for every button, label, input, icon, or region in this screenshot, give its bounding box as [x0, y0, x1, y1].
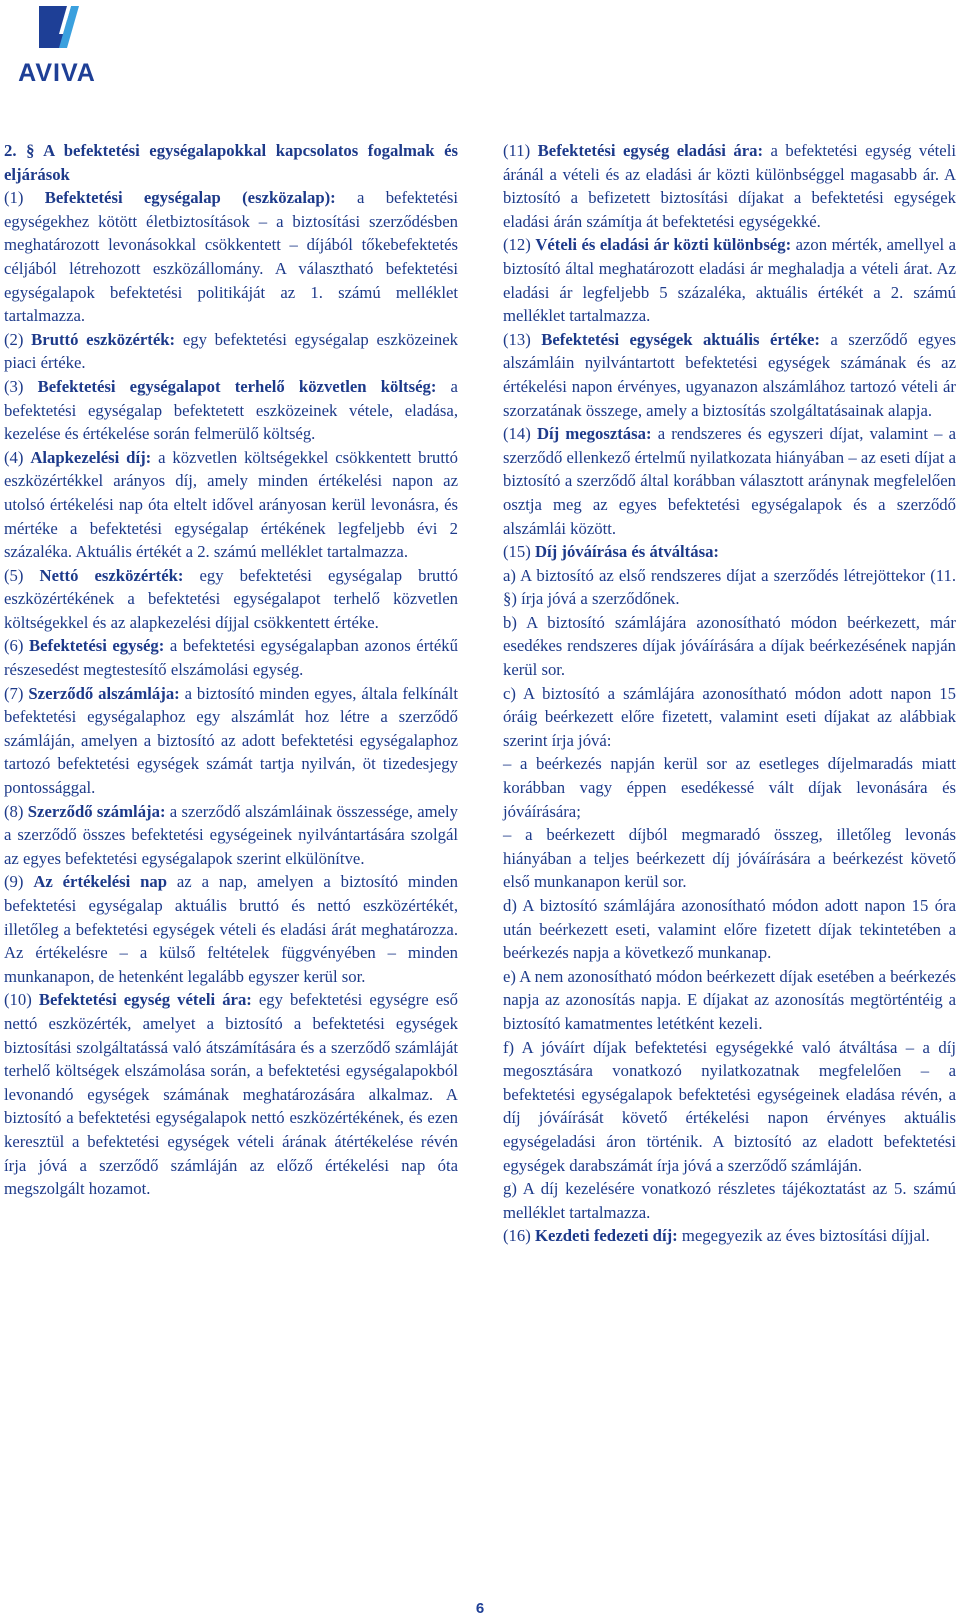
- paragraph-number: (9): [4, 872, 34, 892]
- paragraph-number: (2): [4, 329, 32, 349]
- aviva-logo-text: AVIVA: [18, 59, 96, 87]
- paragraph: [503, 894, 956, 965]
- term-heading: Díj jóváírása és átváltása:: [534, 542, 719, 562]
- paragraph: [4, 375, 458, 446]
- page-number: 6: [475, 1600, 485, 1617]
- paragraph: [503, 823, 956, 894]
- paragraph: [503, 1036, 956, 1178]
- term-heading: Befektetési egység:: [29, 636, 165, 656]
- paragraph: [503, 139, 956, 233]
- paragraph: [4, 186, 458, 328]
- paragraph-text: a szerződő egyes alszámláin nyilvántartott befektetési egységek számának és az értékelési napon érvényes, ugyanazon alszámlához tartozó vételi ár szorzatának összege, amely a biztosítás szolgáltatásainak alapja.: [503, 329, 956, 420]
- term-heading: Befektetési egység vételi ára:: [38, 990, 252, 1010]
- paragraph: [503, 233, 956, 327]
- paragraph-text: a biztosító minden egyes, általa felkínált befektetési egységalaphoz egy alszámlát hoz létre a szerződő számláján, amelyen a biztosító az adott befektetési egységalaphoz tartozó befektetési egységek számát tartja nyilván, öt tizedesjegy pontossággal.: [4, 683, 458, 798]
- term-heading: Díj megosztása:: [536, 424, 652, 444]
- term-heading: 2. § A befektetési egységalapokkal kapcsolatos fogalmak és eljárások: [4, 141, 458, 184]
- paragraph-text: a befektetési egységekhez kötött életbiztosítások – a biztosítási szerződésben meghatározott levonásokkal csökkentett – díjából tőkebefektetés céljából létrehozott eszközállomány. A választható befektetési egységalapok befektetési politikáját az 1. számú melléklet tartalmazza.: [4, 188, 458, 326]
- paragraph-text: c) A biztosító a számlájára azonosítható módon adott napon 15 óráig beérkezett előre fizetett, valamint eseti díjakat az alábbiak szerint írja jóvá:: [503, 683, 956, 750]
- paragraph-number: (7): [4, 683, 29, 703]
- paragraph-text: a) A biztosító az első rendszeres díjat a szerződés létrejöttekor (11. §) írja jóvá a szerződőnek.: [503, 565, 956, 609]
- paragraph-number: (6): [4, 636, 30, 656]
- paragraph-text: g) A díj kezelésére vonatkozó részletes tájékoztatást az 5. számú melléklet tartalmazza.: [503, 1179, 956, 1222]
- term-heading: Az értékelési nap: [33, 872, 168, 892]
- paragraph: [4, 634, 458, 681]
- paragraph-text: megegyezik az éves biztosítási díjjal.: [677, 1226, 930, 1246]
- paragraph: [4, 139, 458, 186]
- paragraph-text: a befektetési egységalap befektetett eszközeinek vétele, eladása, kezelése és értékelése során felmerülő költség.: [4, 376, 458, 444]
- paragraph-text: a közvetlen költségekkel csökkentett bruttó eszközértékkel arányos díj, amely minden értékelési napon az utolsó értékelési nap óta eltelt idővel arányosan kerül levonásra, és mértéke a befektetési egységalap értékének legfeljebb évi 2 százaléka. Aktuális értékét a 2. számú melléklet tartalmazza.: [4, 447, 458, 562]
- term-heading: Alapkezelési díj:: [30, 447, 152, 467]
- paragraph: [4, 870, 458, 988]
- term-heading: Nettó eszközérték:: [39, 565, 184, 585]
- paragraph: [503, 540, 956, 564]
- paragraph-text: a szerződő alszámláinak összessége, amely a szerződő összes befektetési egységeinek nyilvántartására szolgál az egyes befektetési egységalapok szerint elkülönítve.: [4, 801, 458, 868]
- paragraph-number: (11): [503, 141, 538, 160]
- paragraph-text: – a beérkezett díjból megmaradó összeg, illetőleg levonás hiányában a teljes beérkezett díj jóváírására a beérkezést követő első munkanapon kerül sor.: [503, 825, 956, 892]
- paragraph: [503, 611, 956, 682]
- aviva-logo: [5, 6, 109, 87]
- term-heading: Szerződő alszámlája:: [28, 683, 180, 703]
- paragraph-text: e) A nem azonosítható módon beérkezett díjak esetében a beérkezés napja az azonosítás napja. E díjakat az azonosítás megtörténtéig a biztosító kamatmentes letétként kezeli.: [503, 966, 956, 1033]
- paragraph-number: (12): [503, 235, 536, 255]
- paragraph: [4, 682, 458, 800]
- paragraph-text: azon mérték, amellyel a biztosító által meghatározott eladási ár meghaladja a vételi árat. Az eladási ár legfeljebb 5 százaléka, aktuális értékét a 2. számú melléklet tartalmazza.: [503, 235, 956, 326]
- term-heading: Kezdeti fedezeti díj:: [534, 1226, 678, 1246]
- paragraph: [503, 1224, 956, 1248]
- paragraph-number: (8): [4, 801, 28, 821]
- paragraph-text: a befektetési egység vételi áránál a vételi és az eladási ár közti különbséggel magasabb ár. A biztosító a befizetett biztosítási díjakat a befektetési egységek eladási árán számítja át befektetési egységekké.: [503, 141, 956, 231]
- paragraph: [503, 422, 956, 540]
- paragraph-text: d) A biztosító számlájára azonosítható módon adott napon 15 óra után beérkezett eseti, valamint előre fizetett díjak tekintetében a beérkezés napja a következő munkanap.: [503, 896, 956, 963]
- paragraph: [4, 328, 458, 375]
- term-heading: Vételi és eladási ár közti különbség:: [535, 235, 792, 255]
- paragraph: [4, 988, 458, 1200]
- paragraph: [503, 564, 956, 611]
- paragraph-text: egy befektetési egységalap eszközeinek piaci értéke.: [4, 329, 458, 373]
- paragraph-text: a rendszeres és egyszeri díjat, valamint – a szerződő ellenkező értelmű nyilatkozata hiányában – az eseti díjat a biztosító a szerződő által korábban választott aránynak megfelelően osztja meg az egyes befektetési egységalapok és a szerződő alszámlái között.: [503, 424, 957, 538]
- paragraph-text: egy befektetési egységre eső nettó eszközérték, amelyet a biztosító a befektetési egységek biztosítási szolgáltatássá való átszámítására és a szerződő számláját terhelő költségek elszámolása során, a befektetési egységalapokból levonandó egységek számának meghatározására alkalmaz. A biztosító a befektetési egységalapok nettó eszközértékének, és ezen keresztül a befektetési egységek vételi árának átértékelése révén írja jóvá a szerződő számláján az előző értékelési nap óta megszolgált hozamot.: [4, 990, 458, 1199]
- aviva-logo-mark: [5, 6, 109, 60]
- paragraph-number: (5): [4, 565, 40, 585]
- paragraph: [503, 328, 956, 422]
- term-heading: Befektetési egység eladási ára:: [537, 141, 764, 160]
- term-heading: Befektetési egységalap (eszközalap):: [44, 188, 336, 208]
- paragraph-number: (15): [503, 542, 535, 562]
- paragraph-text: b) A biztosító számlájára azonosítható módon beérkezett, már esedékes rendszeres díjak jóváírására a díjak beérkezésének napján kerül sor.: [503, 612, 956, 680]
- paragraph-text: az a nap, amelyen a biztosító minden befektetési egységalap aktuális bruttó és nettó eszközértékét, illetőleg a befektetési egységek vételi és eladási árát meghatározza. Az értékelésre – a külső feltételek függvényében – minden munkanapon, de hetenként legalább egyszer kerül sor.: [4, 872, 458, 986]
- paragraph: [4, 446, 458, 564]
- paragraph-text: a befektetési egységalapban azonos értékű részesedést megtestesítő elszámolási egység.: [4, 636, 458, 680]
- term-heading: Bruttó eszközérték:: [31, 329, 176, 349]
- paragraph-number: (10): [4, 990, 39, 1010]
- paragraph-text: egy befektetési egységalap bruttó eszközértékének a befektetési egységalapot terhelő közvetlen költségekkel és az alapkezelési díjjal csökkentett értéke.: [4, 565, 458, 632]
- paragraph-number: (1): [4, 188, 45, 208]
- right-column: [503, 139, 956, 1248]
- paragraph-number: (14): [503, 424, 537, 444]
- left-column: [4, 139, 458, 1201]
- term-heading: Szerződő számlája:: [27, 801, 166, 821]
- paragraph-number: (3): [4, 376, 38, 396]
- paragraph-text: – a beérkezés napján kerül sor az esetleges díjelmaradás miatt korábban vagy éppen esedékessé vált díjak levonására és jóváírására;: [503, 754, 956, 821]
- term-heading: Befektetési egységalapot terhelő közvetlen költség:: [37, 376, 437, 396]
- paragraph: [503, 752, 956, 823]
- paragraph-number: (16): [503, 1226, 535, 1246]
- paragraph: [4, 800, 458, 871]
- paragraph: [503, 965, 956, 1036]
- paragraph: [503, 682, 956, 753]
- paragraph-text: f) A jóváírt díjak befektetési egységekké való átváltása – a díj megosztására vonatkozó nyilatkozatnak megfelelően – a befektetési egységalapok befektetési egységeinek eladása révén, a díj jóváírását követő értékelési napon érvényes aktuális egységeladási áron történik. A biztosító az eladott befektetési egységek darabszámát írja jóvá a szerződő számláján.: [503, 1037, 956, 1175]
- paragraph-number: (13): [503, 329, 542, 349]
- paragraph: [503, 1177, 956, 1224]
- paragraph-number: (4): [4, 447, 31, 467]
- term-heading: Befektetési egységek aktuális értéke:: [541, 329, 820, 349]
- paragraph: [4, 564, 458, 635]
